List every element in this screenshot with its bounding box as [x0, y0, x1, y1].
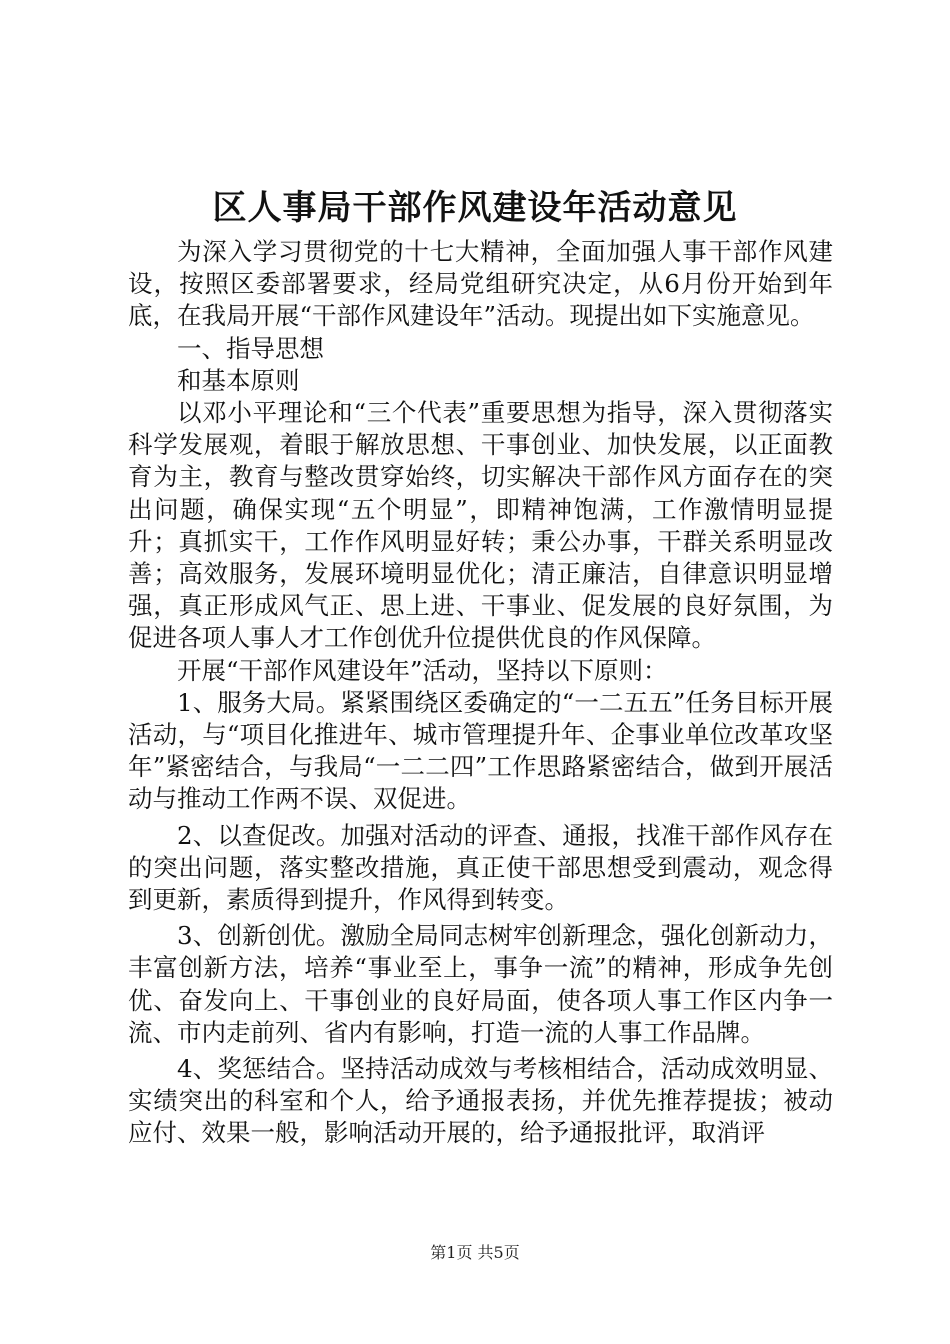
section-heading-basic-principles: 和基本原则: [177, 365, 300, 395]
paragraph-principle-2: 2、以查促改。加强对活动的评查、通报，找准干部作风存在的突出问题，落实整改措施，真正使干部思想受到震动，观念得到更新，素质得到提升，作风得到转变。: [128, 820, 833, 915]
document-body: [128, 236, 833, 1150]
document-title: 区人事局干部作风建设年活动意见: [212, 188, 738, 228]
paragraph-principle-1: 1、服务大局。紧紧围绕区委确定的“一二五五”任务目标开展活动，与“项目化推进年、城市管理提升年、企事业单位改革攻坚年”紧密结合，与我局“一二二四”工作思路紧密结合，做到开展活动与推动工作两不误、双促进。: [128, 687, 833, 814]
paragraph-principle-3: 3、创新创优。激励全局同志树牢创新理念，强化创新动力，丰富创新方法，培养“事业至上，事争一流”的精神，形成争先创优、奋发向上、干事创业的良好局面，使各项人事工作区内争一流、市内走前列、省内有影响，打造一流的人事工作品牌。: [128, 921, 833, 1047]
paragraph-intro: 为深入学习贯彻党的十七大精神，全面加强人事干部作风建设，按照区委部署要求，经局党组研究决定，从6月份开始到年底，在我局开展“干部作风建设年”活动。现提出如下实施意见。: [128, 237, 833, 331]
paragraph-principles-intro: 开展“干部作风建设年”活动，坚持以下原则：: [177, 655, 668, 685]
paragraph-guiding-ideology: 以邓小平理论和“三个代表”重要思想为指导，深入贯彻落实科学发展观，着眼于解放思想、干事创业、加快发展，以正面教育为主，教育与整改贯穿始终，切实解决干部作风方面存在的突出问题，确保实现“五个明显”，即精神饱满，工作激情明显提升；真抓实干，工作作风明显好转；秉公办事，干群关系明显改善；高效服务，发展环境明显优化；清正廉洁，自律意识明显增强，真正形成风气正、思上进、干事业、促发展的良好氛围，为促进各项人事人才工作创优升位提供优良的作风保障。: [128, 398, 833, 653]
paragraph-principle-4: 4、奖惩结合。坚持活动成效与考核相结合，活动成效明显、实绩突出的科室和个人，给予通报表扬，并优先推荐提拔；被动应付、效果一般，影响活动开展的，给予通报批评，取消评: [128, 1054, 833, 1148]
page-footer: 第1页 共5页: [430, 1243, 520, 1262]
section-heading-guiding-ideology: 一、指导思想: [177, 333, 324, 363]
